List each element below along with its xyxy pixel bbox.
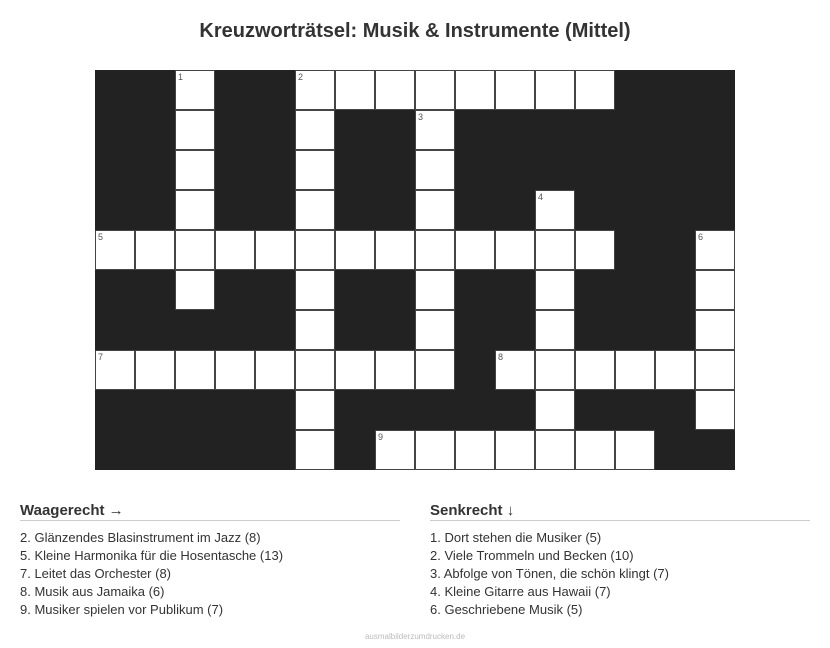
clue-number: 8: [498, 352, 504, 362]
clue-number: 5: [98, 232, 104, 242]
clue-number: 6: [698, 232, 704, 242]
clue-number: 3: [418, 112, 424, 122]
grid-cell[interactable]: [135, 350, 175, 390]
across-heading: Waagerecht →: [20, 502, 400, 521]
grid-cell[interactable]: [415, 310, 455, 350]
grid-cell[interactable]: [295, 270, 335, 310]
grid-cell[interactable]: [535, 270, 575, 310]
clue-item: 5. Kleine Harmonika für die Hosentasche (13): [20, 548, 284, 563]
grid-cell[interactable]: [655, 350, 695, 390]
clue-number: 9: [378, 432, 384, 442]
clue-number: 7: [98, 352, 104, 362]
crossword-grid: [95, 70, 735, 470]
grid-cell[interactable]: [375, 430, 415, 470]
grid-cell[interactable]: [295, 230, 335, 270]
grid-cell[interactable]: [535, 390, 575, 430]
grid-cell[interactable]: [295, 70, 335, 110]
grid-cell[interactable]: [415, 430, 455, 470]
across-clues: [20, 502, 400, 619]
grid-cell[interactable]: [495, 430, 535, 470]
grid-cell[interactable]: [695, 390, 735, 430]
grid-cell[interactable]: [95, 350, 135, 390]
clue-item: 9. Musiker spielen vor Publikum (7): [20, 602, 224, 617]
grid-cell[interactable]: [455, 230, 495, 270]
grid-cell[interactable]: [375, 70, 415, 110]
grid-cell[interactable]: [335, 350, 375, 390]
down-clues: [430, 502, 810, 619]
grid-cell[interactable]: [535, 190, 575, 230]
grid-cell[interactable]: [415, 150, 455, 190]
grid-cell[interactable]: [695, 270, 735, 310]
grid-cell[interactable]: [295, 390, 335, 430]
footer-credit: ausmalbilderzumdrucken.de: [364, 632, 466, 641]
grid-cell[interactable]: [415, 110, 455, 150]
grid-cell[interactable]: [175, 150, 215, 190]
grid-cell[interactable]: [695, 310, 735, 350]
grid-cell[interactable]: [95, 230, 135, 270]
grid-cell[interactable]: [135, 230, 175, 270]
grid-cell[interactable]: [375, 230, 415, 270]
grid-cell[interactable]: [295, 350, 335, 390]
grid-cell[interactable]: [495, 350, 535, 390]
grid-cell[interactable]: [415, 350, 455, 390]
grid-cell[interactable]: [335, 70, 375, 110]
grid-cell[interactable]: [455, 430, 495, 470]
grid-cell[interactable]: [535, 430, 575, 470]
grid-cell[interactable]: [615, 430, 655, 470]
grid-cell[interactable]: [175, 350, 215, 390]
grid-cell[interactable]: [575, 430, 615, 470]
grid-cell[interactable]: [375, 350, 415, 390]
clue-item: 8. Musik aus Jamaika (6): [20, 584, 165, 599]
grid-cell[interactable]: [415, 190, 455, 230]
grid-cell[interactable]: [615, 350, 655, 390]
grid-cell[interactable]: [295, 150, 335, 190]
clue-number: 4: [538, 192, 544, 202]
clue-item: 4. Kleine Gitarre aus Hawaii (7): [430, 584, 611, 599]
grid-cell[interactable]: [295, 110, 335, 150]
grid-cell[interactable]: [175, 110, 215, 150]
grid-cell[interactable]: [295, 430, 335, 470]
clue-item: 1. Dort stehen die Musiker (5): [430, 530, 602, 545]
grid-cell[interactable]: [495, 70, 535, 110]
grid-cell[interactable]: [575, 350, 615, 390]
grid-cell[interactable]: [215, 350, 255, 390]
clue-item: 7. Leitet das Orchester (8): [20, 566, 172, 581]
clue-item: 3. Abfolge von Tönen, die schön klingt (7): [430, 566, 669, 581]
puzzle-title: Kreuzworträtsel: Musik & Instrumente (Mittel): [199, 20, 631, 42]
grid-cell[interactable]: [415, 70, 455, 110]
grid-cell[interactable]: [535, 310, 575, 350]
grid-cell[interactable]: [535, 350, 575, 390]
grid-cell[interactable]: [535, 70, 575, 110]
grid-cell[interactable]: [415, 270, 455, 310]
grid-cell[interactable]: [415, 230, 455, 270]
grid-cell[interactable]: [575, 70, 615, 110]
grid-cell[interactable]: [175, 270, 215, 310]
grid-cell[interactable]: [535, 230, 575, 270]
down-heading: Senkrecht ↓: [430, 502, 810, 521]
grid-cell[interactable]: [455, 70, 495, 110]
grid-cell[interactable]: [295, 310, 335, 350]
grid-cell[interactable]: [295, 190, 335, 230]
grid-cell[interactable]: [175, 190, 215, 230]
clue-number: 1: [178, 72, 184, 82]
clue-item: 6. Geschriebene Musik (5): [430, 602, 583, 617]
clue-item: 2. Viele Trommeln und Becken (10): [430, 548, 634, 563]
grid-cell[interactable]: [575, 230, 615, 270]
grid-cell[interactable]: [255, 350, 295, 390]
clue-number: 2: [298, 72, 304, 82]
grid-cell[interactable]: [175, 70, 215, 110]
clue-item: 2. Glänzendes Blasinstrument im Jazz (8): [20, 530, 261, 545]
grid-cell[interactable]: [255, 230, 295, 270]
grid-cell[interactable]: [495, 230, 535, 270]
grid-cell[interactable]: [215, 230, 255, 270]
grid-cell[interactable]: [695, 230, 735, 270]
grid-cell[interactable]: [175, 230, 215, 270]
grid-cell[interactable]: [695, 350, 735, 390]
grid-cell[interactable]: [335, 230, 375, 270]
